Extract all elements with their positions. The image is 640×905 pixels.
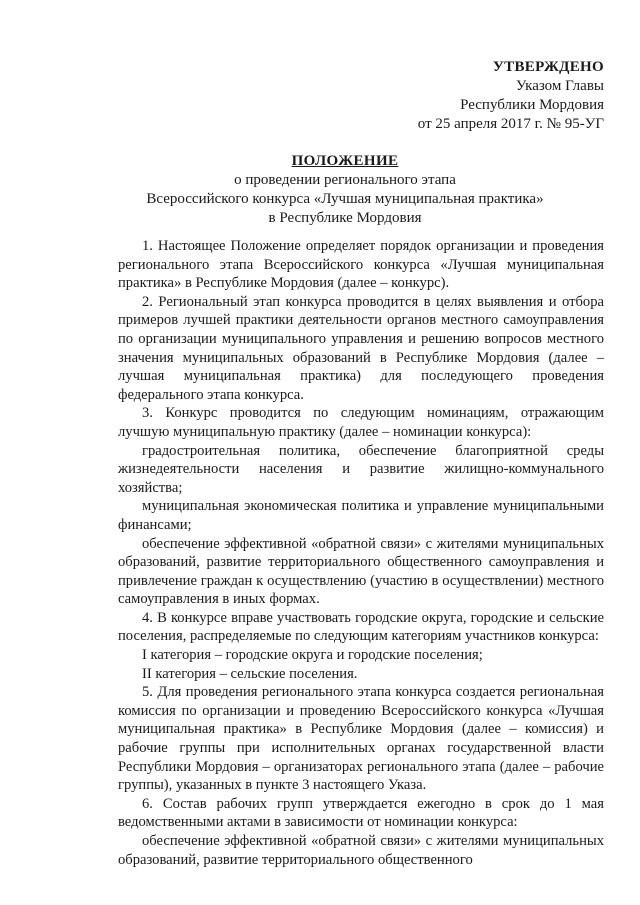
paragraph-2: 2. Региональный этап конкурса проводится в целях выявления и отбора примеров лучшей практики деятельности органов местного самоуправления по организации муниципального управления и решению вопросов местного значения муниципальных образований в Республике Мордовия (далее – лучшая муниципальная практика) для последующего проведения федерального этапа конкурса. (118, 293, 604, 403)
title-line-3: в Республике Мордовия (268, 210, 422, 226)
approval-line-1: Указом Главы (515, 78, 604, 94)
nomination-item-1: градостроительная политика, обеспечение благоприятной среды жизнедеятельности населения и развитие жилищно-коммунального хозяйства; (118, 442, 604, 496)
paragraph-4: 4. В конкурсе вправе участвовать городские округа, городские и сельские поселения, распределяемые по следующим категориям участников конкурса: (118, 609, 604, 645)
title-heading: ПОЛОЖЕНИЕ (291, 153, 399, 169)
approval-line-3: от 25 апреля 2017 г. № 95-УГ (417, 116, 604, 132)
category-item-1: I категория – городские округа и городские поселения; (142, 647, 483, 664)
document-title (110, 152, 580, 228)
document-body (118, 237, 604, 869)
paragraph-6: 6. Состав рабочих групп утверждается ежегодно в срок до 1 мая ведомственными актами в зависимости от номинации конкурса: (118, 795, 604, 831)
approval-line-2: Республики Мордовия (460, 97, 604, 113)
category-item-2: II категория – сельские поселения. (142, 665, 358, 682)
approval-block (344, 58, 604, 134)
approval-stamp: УТВЕРЖДЕНО (492, 59, 604, 75)
nomination-item-3: обеспечение эффективной «обратной связи» с жителями муниципальных образований, развитие территориального общественного самоуправления и привлечение граждан к осуществлению (участию в осуществлении) местного самоуправления в иных формах. (118, 535, 604, 608)
paragraph-1: 1. Настоящее Положение определяет порядок организации и проведения регионального этапа Всероссийского конкурса «Лучшая муниципальная практика» в Республике Мордовия (далее – конкурс). (118, 238, 604, 292)
paragraph-3: 3. Конкурс проводится по следующим номинациям, отражающим лучшую муниципальную практику (далее – номинации конкурса): (118, 405, 604, 440)
paragraph-5: 5. Для проведения регионального этапа конкурса создается региональная комиссия по организации и проведению Всероссийского конкурса «Лучшая муниципальная практика» в Республике Мордовия (далее – комиссия) и рабочие группы при исполнительных органах государственной власти Республики Мордовия – организаторах регионального этапа (далее – рабочие группы), указанных в пункте 3 настоящего Указа. (118, 684, 604, 794)
nomination-item-2: муниципальная экономическая политика и управление муниципальными финансами; (118, 498, 604, 533)
title-line-1: о проведении регионального этапа (234, 172, 456, 188)
working-group-item-1: обеспечение эффективной «обратной связи» с жителями муниципальных образований, развитие территориального общественного (118, 833, 604, 868)
title-line-2: Всероссийского конкурса «Лучшая муниципальная практика» (146, 191, 544, 207)
